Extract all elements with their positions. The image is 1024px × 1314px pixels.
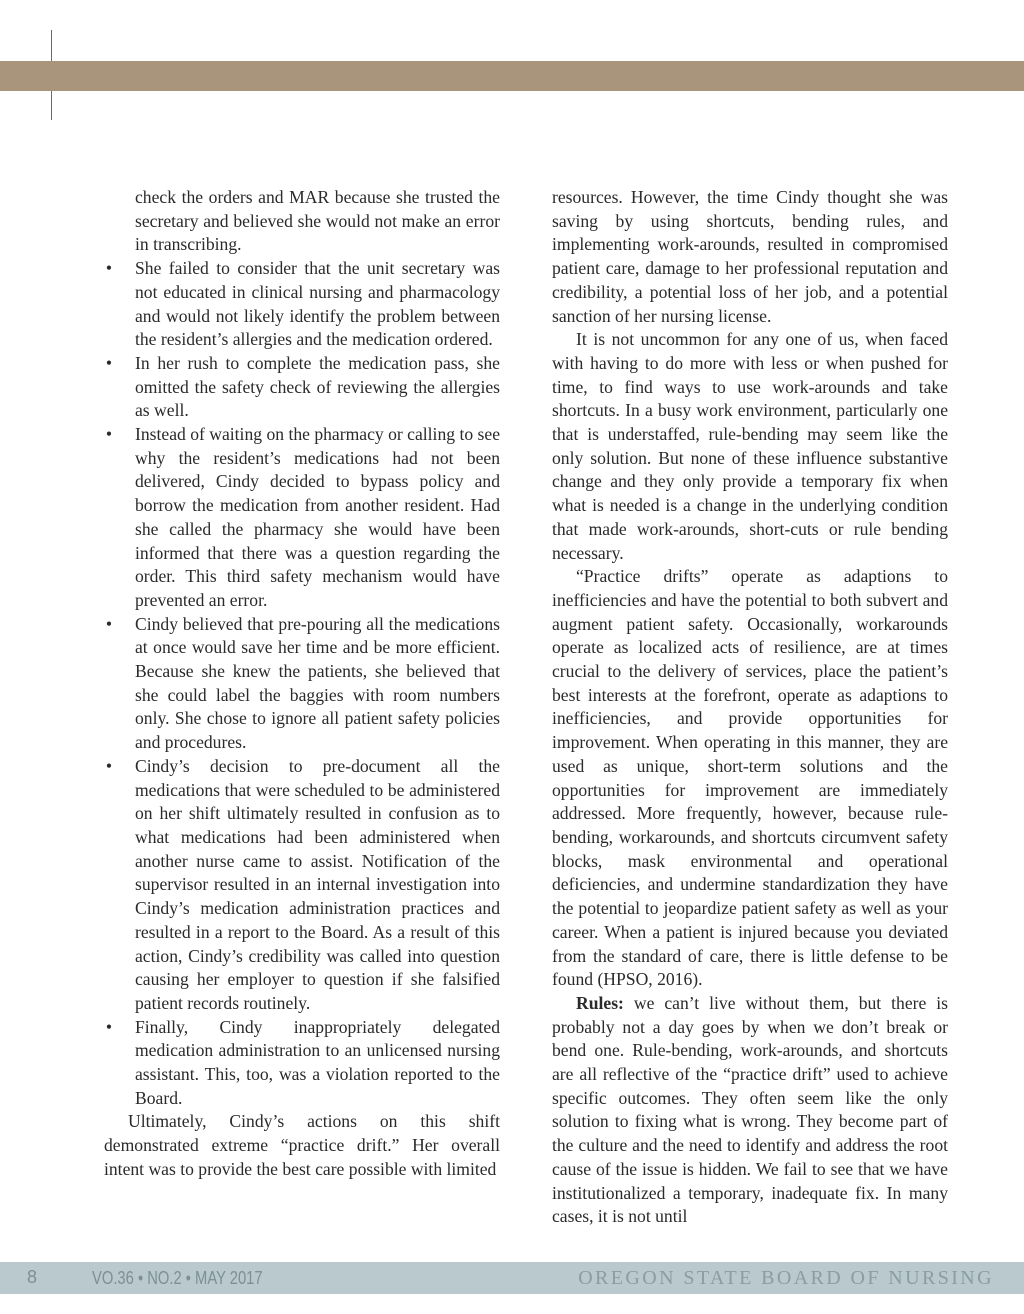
body-paragraph: resources. However, the time Cindy thought she was saving by using shortcuts, bending rules, and implementing work-arounds, resulted in compromised patient care, damage to her professional reputation and credibility, a potential loss of her job, and a potential sanction of her nursing license. bbox=[552, 187, 948, 326]
page-number: 8 bbox=[27, 1267, 38, 1287]
body-paragraph: Rules: we can’t live without them, but there is probably not a day goes by when we don’t break or bend one. Rule-bending, work-arounds, and shortcuts are all reflective of the “practice drift” used to achieve specific outcomes. They often seem like the only solution to fixing what is wrong. They become part of the culture and the need to identify and address the root cause of the issue is hidden. We fail to see that we have institutionalized a temporary, inadequate fix. In many cases, it is not until bbox=[552, 992, 948, 1227]
body-paragraph: It is not uncommon for any one of us, when faced with having to do more with less or when pushed for time, to find ways to use work-arounds and take shortcuts. In a busy work environment, particularly one that is understaffed, rule-bending may seem like the only solution. But none of these influence substantive change and they only provide a temporary fix when what is needed is a change in the underlying condition that made work-arounds, short-cuts or rule bending necessary. bbox=[552, 329, 948, 563]
bullet-icon: • bbox=[105, 613, 113, 634]
bullet-item: • Instead of waiting on the pharmacy or calling to see why the resident’s medications had not been delivered, Cindy decided to bypass policy and borrow the medication from another resident. Had she called the pharmacy she would have been informed that there was a question regarding the order. This third safety mechanism would have prevented an error. bbox=[104, 423, 500, 613]
header-band bbox=[0, 61, 1024, 91]
body-paragraph: Ultimately, Cindy’s actions on this shift demonstrated extreme “practice drift.” Her overall intent was to provide the best care possible with limited bbox=[104, 1111, 500, 1179]
right-column bbox=[552, 186, 948, 1229]
issue-info: VO.36 • NO.2 • MAY 2017 bbox=[92, 1268, 263, 1288]
bullet-continuation: check the orders and MAR because she trusted the secretary and believed she would not make an error in transcribing. bbox=[135, 187, 500, 255]
bullet-item: • Cindy’s decision to pre-document all the medications that were scheduled to be administered on her shift ultimately resulted in confusion as to what medications had been administered when another nurse came to assist. Notification of the supervisor resulted in an internal investigation into Cindy’s medication administration practices and resulted in a report to the Board. As a result of this action, Cindy’s credibility was called into question causing her employer to question if she falsified patient records routinely. bbox=[104, 755, 500, 1016]
bullet-item: • In her rush to complete the medication pass, she omitted the safety check of reviewing the allergies as well. bbox=[104, 352, 500, 423]
bullet-icon: • bbox=[105, 1016, 113, 1037]
body-paragraph: “Practice drifts” operate as adaptions to inefficiencies and have the potential to both subvert and augment patient safety. Occasionally, workarounds operate as localized acts of resilience, are at times crucial to the delivery of services, place the patient’s best interests at the forefront, operate as adaptions to inefficiencies, and provide opportunities for improvement. When operating in this manner, they are used as unique, short-term solutions and the opportunities for improvement are immediately addressed. More frequently, however, because rule-bending, workarounds, and shortcuts circumvent safety blocks, mask environmental and operational deficiencies, and undermine standardization they have the potential to jeopardize patient safety as well as your career. When a patient is injured because you deviated from the standard of care, there is little defense to be found (HPSO, 2016). bbox=[552, 566, 948, 990]
bullet-icon: • bbox=[105, 258, 113, 279]
run-in-heading: Rules: bbox=[576, 992, 624, 1013]
bullet-item: • She failed to consider that the unit secretary was not educated in clinical nursing and pharmacology and would not likely identify the problem between the resident’s allergies and the medication ordered. bbox=[104, 257, 500, 352]
bullet-item: • Cindy believed that pre-pouring all the medications at once would save her time and be more efficient. Because she knew the patients, she believed that she could label the baggies with room numbers only. She chose to ignore all patient safety policies and procedures. bbox=[104, 613, 500, 755]
bullet-icon: • bbox=[105, 755, 113, 776]
bullet-icon: • bbox=[105, 352, 113, 373]
footer-band bbox=[0, 1262, 1024, 1294]
bullet-item: • Finally, Cindy inappropriately delegated medication administration to an unlicensed nursing assistant. This, too, was a violation reported to the Board. bbox=[104, 1016, 500, 1111]
bullet-icon: • bbox=[105, 424, 113, 445]
publication-name: OREGON STATE BOARD OF NURSING bbox=[578, 1267, 994, 1289]
left-column bbox=[104, 186, 500, 1182]
